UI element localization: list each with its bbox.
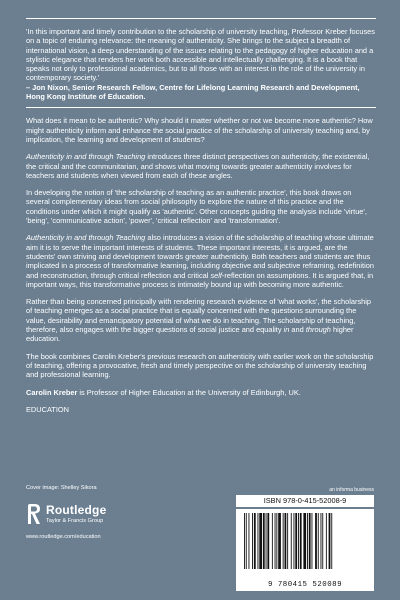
endorsement-quote (26, 27, 376, 101)
informa-label: an informa business (329, 487, 374, 493)
quote-attribution: – Jon Nixon, Senior Research Fellow, Centre for Lifelong Learning Research and Development, Hong Kong Institute of Education. (26, 82, 360, 102)
paragraph-4 (26, 233, 376, 289)
paragraph-1: What does it mean to be authentic? Why should it matter whether or not we become more authentic? How might authenticity inform and enhance the social practice of the scholarship of university teaching and, by implication, the learning and development of students? (26, 116, 373, 144)
paragraph-4-text-b: -reflection on assumptions. It is argued that, in important ways, this transformative process is intimately bound up with becoming more authentic. (26, 270, 374, 289)
paragraph-5-text-a: Rather than being concerned principally with rendering research evidence of 'what works', the scholarship of teaching emerges as a social practice that is equally concerned with the questions surrounding the value, desirability and emancipatory potential of what we do in teaching. The scholarship of teaching, therefore, also engages with the bigger questions of social justice and equality (26, 297, 372, 335)
quote-text: 'In this important and timely contribution to the scholarship of university teaching, Professor Kreber focuses on a topic of enduring relevance: the meaning of authenticity. She brings to the subject a breadth of international vision, a deep understanding of the issues relating to the pedagogy of higher education and a stylistic elegance that renders her work both accessible and intellectually challenging. It is a book that speaks not only to professional academics, but to all those with an interest in the role of the university in contemporary society.' (26, 27, 375, 83)
barcode-icon (244, 513, 366, 569)
cover-footer (26, 485, 374, 589)
paragraph-2-text: introduces three distinct perspectives on authenticity, the existential, the critical and the communitarian, and shows what moving towards greater authenticity involves for teachers and students when viewed from each of these angles. (26, 152, 370, 180)
author-bio-text: is Professor of Higher Education at the University of Edinburgh, UK. (77, 387, 301, 397)
in-emphasis: in (283, 325, 290, 335)
paragraph-4-text-a: also introduces a vision of the scholarship of teaching whose ultimate aim it is to serve the important interests of students. These important interests, it is argued, are the students' own striving and development towards greater authenticity. Both teachers and students are thus implicated in a process of transformative learning, including objective and subjective reframing, redefinition and reconstruction, through critical reflection and critical (26, 233, 374, 280)
paragraph-3: In developing the notion of 'the scholarship of teaching as an authentic practice', this book draws on several complementary ideas from social philosophy to explore the nature of this practice and the conditions under which it might qualify as 'authentic'. Other concepts guiding the analysis include 'virtue', 'being', 'communicative action', 'power', 'critical reflection' and 'transformation'. (26, 188, 367, 226)
book-title: Authenticity in and through Teaching (26, 152, 146, 162)
barcode (236, 509, 374, 591)
divider (26, 18, 376, 19)
paragraph-6: The book combines Carolin Kreber's previous research on authenticity with earlier work on the scholarship of teaching, offering a provocative, fresh and timely perspective on the scholarship of university teaching and professional learning. (26, 351, 374, 380)
publisher-name: Routledge (46, 503, 107, 517)
publisher-url: www.routledge.com/education (26, 534, 101, 540)
book-title: Authenticity in and through Teaching (26, 233, 146, 243)
and-text: and (289, 325, 306, 335)
author-bio (26, 388, 376, 397)
paragraph-2 (26, 152, 376, 180)
author-name: Carolin Kreber (26, 387, 78, 397)
cover-text (26, 18, 376, 422)
divider (26, 107, 376, 108)
paragraph-5 (26, 297, 376, 343)
self-emphasis: self (210, 270, 222, 280)
barcode-area (236, 487, 374, 589)
cover-credit: Cover image: Shelley Sikora (26, 485, 97, 491)
paragraph-5-text-b: higher education. (26, 325, 354, 344)
barcode-number: 9 780415 520089 (267, 581, 343, 589)
publisher-logo (26, 501, 176, 541)
routledge-r-icon (26, 503, 42, 525)
isbn-label: ISBN 978-0-415-52008-9 (236, 495, 374, 507)
publisher-subtitle: Taylor & Francis Group (46, 518, 104, 524)
through-emphasis: through (305, 325, 331, 335)
subject-category: EDUCATION (26, 404, 69, 414)
